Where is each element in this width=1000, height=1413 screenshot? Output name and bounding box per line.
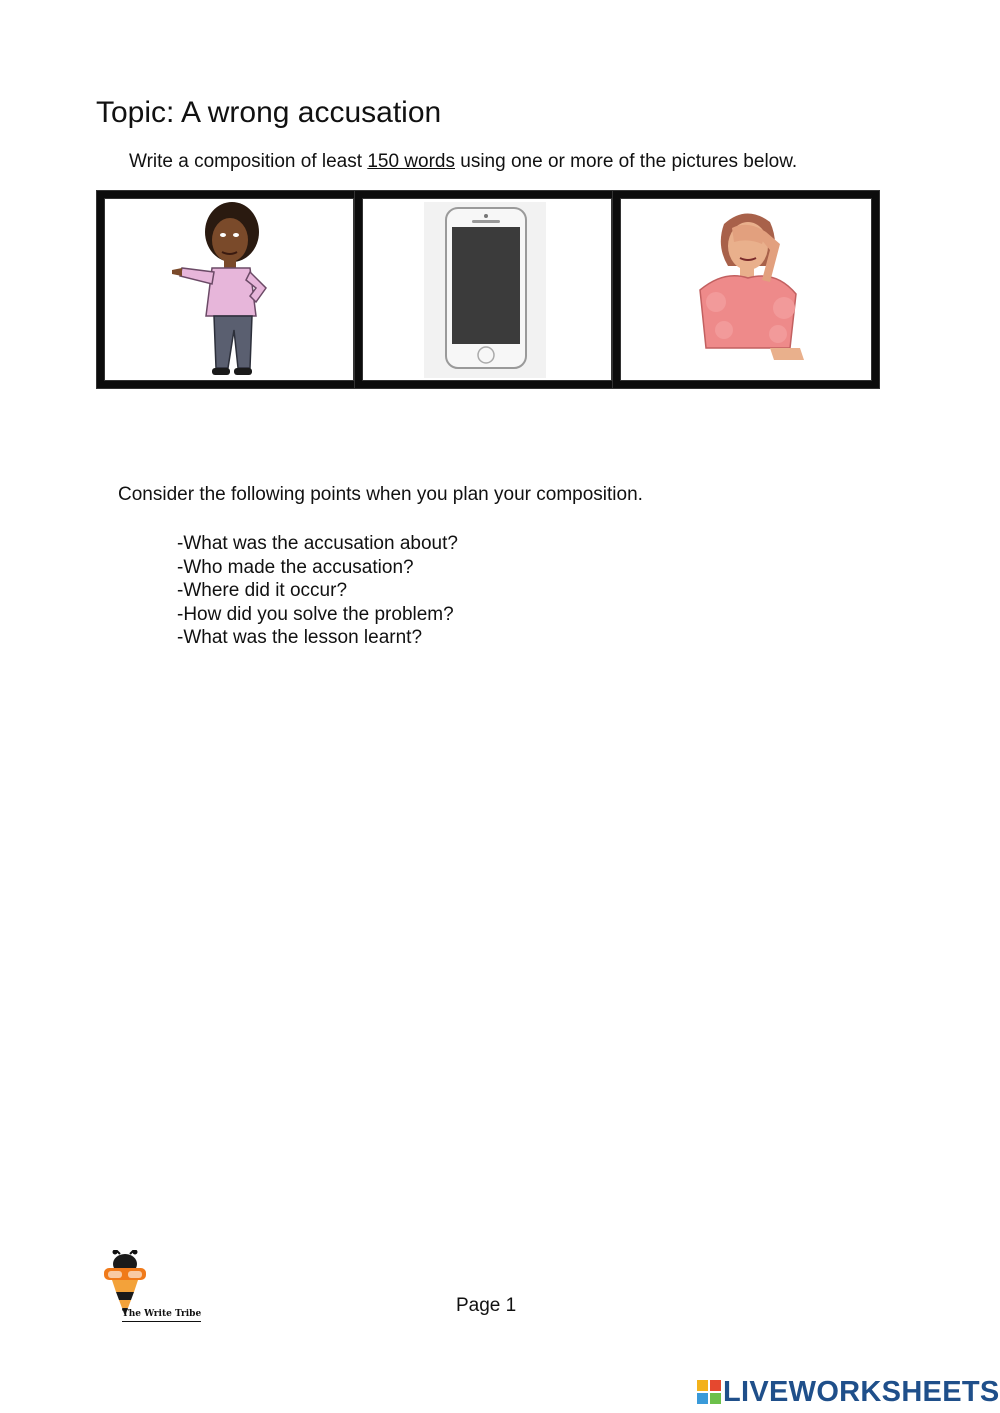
picture-panel-upset-woman (613, 191, 879, 388)
instructions-text-end: using one or more of the pictures below. (454, 151, 798, 172)
upset-woman-icon (620, 198, 872, 381)
page-title: Topic: A wrong accusation (96, 96, 442, 129)
planning-points (177, 532, 458, 650)
instructions-text-start: Write a composition of least (129, 151, 368, 172)
page-number: Page 1 (456, 1295, 517, 1316)
woman-pointing-icon (104, 198, 354, 381)
instructions (129, 151, 797, 173)
word-count-requirement: 150 words (367, 151, 455, 172)
logo-text: The Write Tribe (122, 1309, 201, 1322)
planning-point: -What was the lesson learnt? (177, 627, 423, 648)
planning-point: -What was the accusation about? (177, 533, 458, 554)
picture-panel-accuser (97, 191, 361, 388)
picture-strip (97, 191, 879, 388)
liveworksheets-logo-icon (697, 1380, 721, 1404)
planning-point: -Where did it occur? (177, 580, 348, 601)
picture-panel-phone (355, 191, 619, 388)
planning-point: -Who made the accusation? (177, 556, 414, 578)
write-tribe-logo (100, 1250, 210, 1330)
liveworksheets-wordmark: LIVEWORKSHEETS (723, 1376, 1000, 1408)
smartphone-icon (362, 198, 612, 381)
planning-point: -How did you solve the problem? (177, 603, 454, 625)
planning-intro: Consider the following points when you plan your composition. (118, 484, 643, 505)
